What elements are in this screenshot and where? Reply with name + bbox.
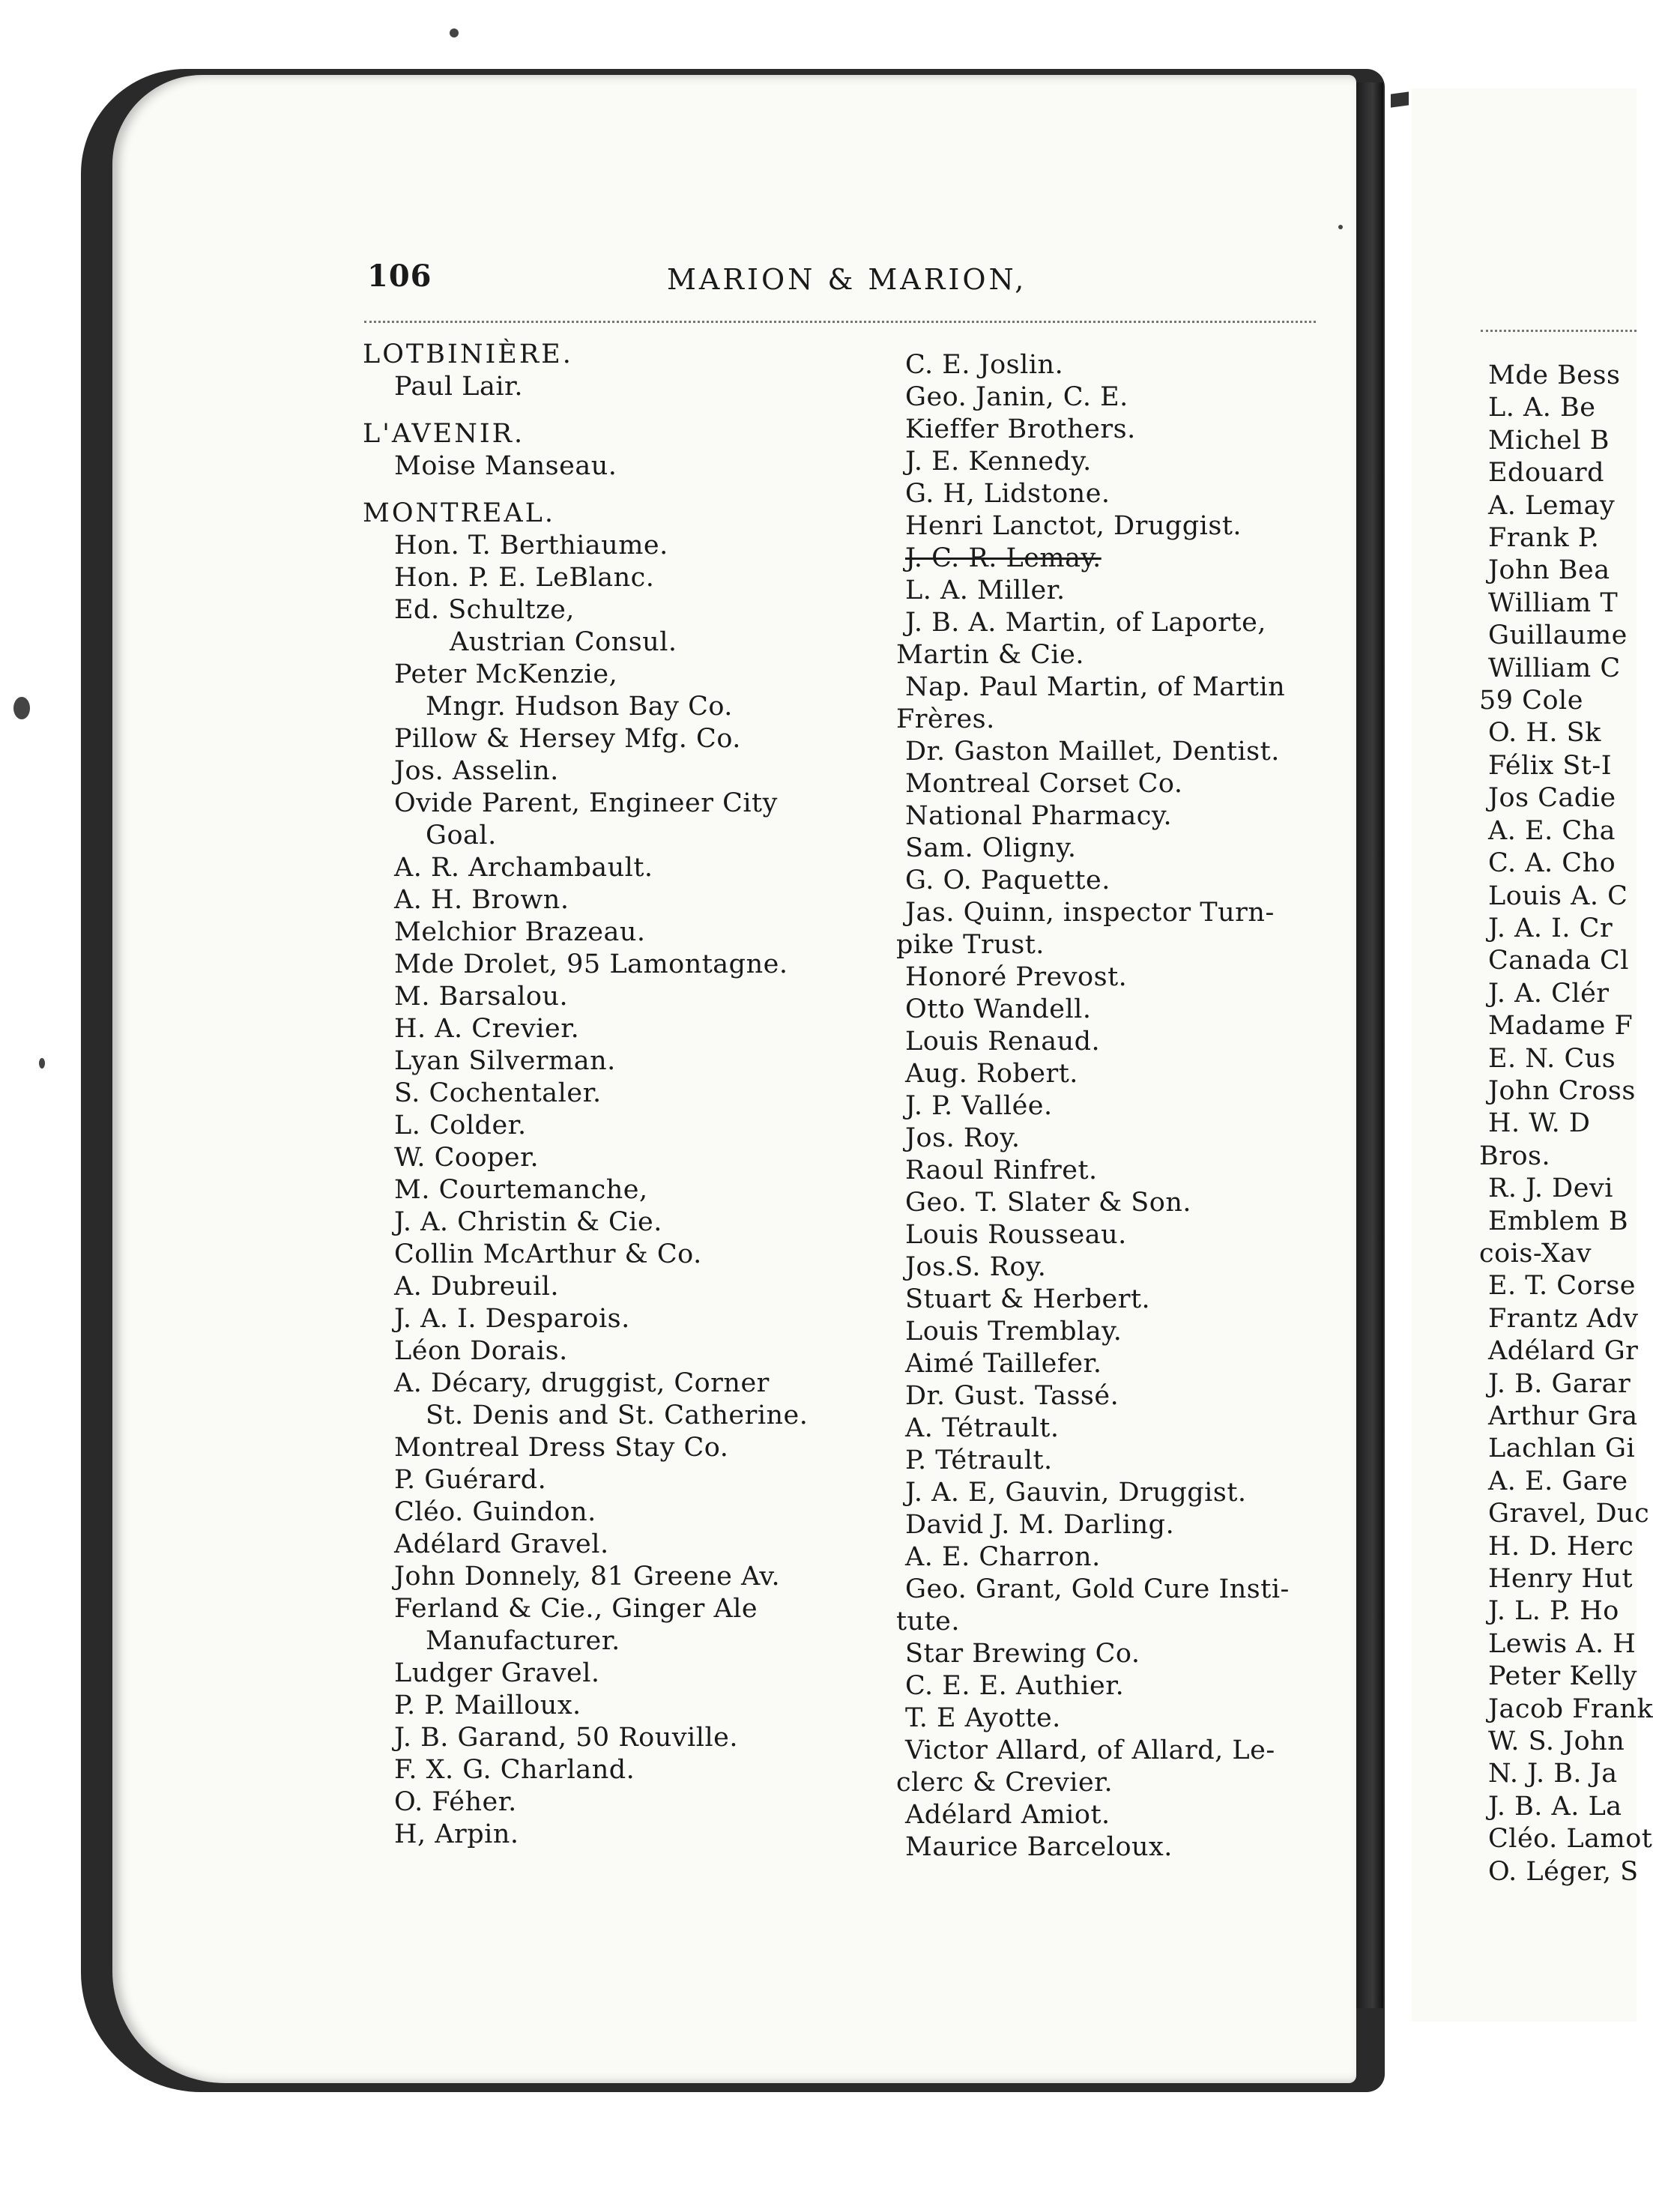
- directory-entry: Aug. Robert.: [905, 1059, 1078, 1089]
- directory-entry: A. Tétrault.: [905, 1413, 1060, 1443]
- header-rule: [364, 321, 1316, 323]
- directory-entry: Victor Allard, of Allard, Le-: [905, 1735, 1275, 1765]
- directory-entry: Bros.: [1479, 1140, 1551, 1171]
- directory-entry: Adélard Amiot.: [905, 1800, 1110, 1830]
- directory-entry: John Donnely, 81 Greene Av.: [394, 1562, 781, 1592]
- directory-entry: Otto Wandell.: [905, 994, 1092, 1024]
- directory-entry: Edouard: [1488, 458, 1605, 489]
- directory-entry: Frank P.: [1488, 523, 1600, 554]
- directory-entry: Austrian Consul.: [450, 627, 677, 657]
- directory-entry: Hon. P. E. LeBlanc.: [394, 563, 655, 593]
- place-heading: L'AVENIR.: [363, 419, 525, 449]
- directory-entry: Mngr. Hudson Bay Co.: [426, 692, 733, 722]
- directory-entry: A. E. Charron.: [905, 1542, 1101, 1572]
- middle-column: [874, 349, 1290, 1864]
- directory-entry: C. A. Cho: [1488, 848, 1616, 879]
- directory-entry: Canada Cl: [1488, 946, 1629, 976]
- directory-entry: Adélard Gravel.: [394, 1529, 609, 1559]
- place-heading: LOTBINIÈRE.: [363, 339, 573, 369]
- right-column-cropped: [1457, 360, 1653, 1888]
- directory-entry: Montreal Dress Stay Co.: [394, 1433, 729, 1463]
- gutter-tab: [1391, 91, 1409, 107]
- directory-entry: Frantz Adv: [1488, 1303, 1639, 1334]
- directory-entry: A. Dubreuil.: [394, 1272, 560, 1302]
- directory-entry: Louis A. C: [1488, 880, 1628, 911]
- directory-entry: N. J. B. Ja: [1488, 1759, 1618, 1789]
- directory-entry: Louis Tremblay.: [905, 1317, 1122, 1347]
- directory-entry: Louis Renaud.: [905, 1027, 1101, 1057]
- directory-entry: 59 Cole: [1479, 686, 1583, 716]
- directory-entry: John Bea: [1488, 555, 1610, 586]
- directory-entry: Ed. Schultze,: [394, 595, 575, 625]
- directory-entry: Mde Bess: [1488, 360, 1621, 390]
- directory-entry: H. D. Herc: [1488, 1531, 1634, 1562]
- directory-entry: J. L. P. Ho: [1488, 1596, 1619, 1627]
- right-page-header-rule: [1481, 330, 1637, 332]
- directory-entry: A. E. Cha: [1488, 815, 1616, 846]
- directory-entry: H. A. Crevier.: [394, 1014, 580, 1044]
- directory-entry: H. W. D: [1488, 1108, 1591, 1139]
- directory-entry: Manufacturer.: [426, 1626, 620, 1656]
- directory-entry: Geo. T. Slater & Son.: [905, 1188, 1191, 1218]
- directory-entry: J. C. R. Lemay.: [905, 543, 1102, 573]
- directory-entry: cois-Xav: [1479, 1238, 1592, 1269]
- directory-entry: Peter Kelly: [1488, 1661, 1637, 1692]
- directory-entry: Hon. T. Berthiaume.: [394, 531, 668, 560]
- directory-entry: Collin McArthur & Co.: [394, 1239, 702, 1269]
- directory-entry: Aimé Taillefer.: [905, 1349, 1102, 1379]
- directory-entry: A. E. Gare: [1488, 1466, 1628, 1496]
- directory-entry: Goal.: [426, 821, 497, 850]
- directory-entry: Guillaume: [1488, 620, 1628, 651]
- directory-entry: J. B. A. La: [1488, 1791, 1622, 1822]
- directory-entry: Emblem B: [1488, 1206, 1629, 1236]
- directory-entry: C. E. Joslin.: [905, 350, 1064, 380]
- directory-entry: clerc & Crevier.: [896, 1768, 1113, 1798]
- directory-entry: A. Lemay: [1488, 490, 1616, 521]
- directory-entry: Jos. Asselin.: [394, 756, 559, 786]
- directory-entry: John Cross: [1488, 1075, 1636, 1106]
- directory-entry: Paul Lair.: [394, 372, 524, 402]
- directory-entry: J. B. Garar: [1488, 1368, 1631, 1399]
- directory-entry: Adélard Gr: [1488, 1336, 1639, 1367]
- directory-entry: Ovide Parent, Engineer City: [394, 788, 778, 818]
- directory-entry: C. E. E. Authier.: [905, 1671, 1125, 1701]
- directory-entry: O. Féher.: [394, 1787, 517, 1817]
- directory-entry: William T: [1488, 587, 1619, 618]
- directory-entry: A. R. Archambault.: [394, 853, 653, 883]
- directory-entry: L. Colder.: [394, 1110, 527, 1140]
- directory-entry: J. A. I. Desparois.: [394, 1304, 630, 1334]
- directory-entry: Jos. Roy.: [905, 1123, 1021, 1153]
- directory-entry: Henri Lanctot, Druggist.: [905, 511, 1242, 541]
- directory-entry: L. A. Be: [1488, 393, 1596, 423]
- directory-entry: F. X. G. Charland.: [394, 1755, 635, 1785]
- directory-entry: A. Décary, druggist, Corner: [394, 1368, 770, 1398]
- directory-entry: J. E. Kennedy.: [905, 447, 1092, 477]
- directory-entry: E. N. Cus: [1488, 1043, 1616, 1074]
- directory-entry: L. A. Miller.: [905, 575, 1066, 605]
- directory-entry: T. E Ayotte.: [905, 1703, 1061, 1733]
- directory-entry: Mde Drolet, 95 Lamontagne.: [394, 949, 788, 979]
- directory-entry: Geo. Janin, C. E.: [905, 382, 1128, 412]
- directory-entry: Nap. Paul Martin, of Martin: [905, 672, 1286, 702]
- directory-entry: J. B. Garand, 50 Rouville.: [394, 1723, 738, 1753]
- directory-entry: G. O. Paquette.: [905, 865, 1110, 895]
- directory-entry: Lachlan Gi: [1488, 1433, 1636, 1464]
- directory-entry: Jos Cadie: [1488, 783, 1616, 814]
- directory-entry: Kieffer Brothers.: [905, 414, 1136, 444]
- directory-entry: J. A. Christin & Cie.: [394, 1207, 662, 1237]
- directory-entry: St. Denis and St. Catherine.: [426, 1400, 809, 1430]
- directory-entry: Jacob Frank: [1488, 1693, 1653, 1724]
- directory-entry: Lyan Silverman.: [394, 1046, 616, 1076]
- directory-entry: Madame F: [1488, 1011, 1634, 1042]
- directory-entry: M. Courtemanche,: [394, 1175, 648, 1205]
- directory-entry: P. Guérard.: [394, 1465, 547, 1495]
- directory-entry: Martin & Cie.: [896, 640, 1084, 670]
- directory-entry: David J. M. Darling.: [905, 1510, 1175, 1540]
- directory-entry: William C: [1488, 653, 1621, 683]
- directory-entry: G. H, Lidstone.: [905, 479, 1110, 509]
- directory-entry: O. H. Sk: [1488, 718, 1601, 749]
- directory-entry: J. A. E, Gauvin, Druggist.: [905, 1478, 1247, 1508]
- directory-entry: P. P. Mailloux.: [394, 1690, 581, 1720]
- directory-entry: Ferland & Cie., Ginger Ale: [394, 1594, 758, 1624]
- directory-entry: J. A. Clér: [1488, 978, 1610, 1009]
- directory-entry: W. Cooper.: [394, 1143, 540, 1173]
- directory-entry: Raoul Rinfret.: [905, 1155, 1098, 1185]
- directory-entry: H, Arpin.: [394, 1819, 519, 1849]
- directory-entry: Michel B: [1488, 425, 1610, 456]
- directory-entry: J. P. Vallée.: [905, 1091, 1053, 1121]
- directory-entry: Cléo. Lamot: [1488, 1824, 1653, 1855]
- page-number: 106: [367, 259, 432, 294]
- directory-entry: Moise Manseau.: [394, 451, 617, 481]
- directory-entry: P. Tétrault.: [905, 1445, 1053, 1475]
- left-column: [363, 339, 808, 1851]
- directory-entry: Honoré Prevost.: [905, 962, 1128, 992]
- directory-entry: Frères.: [896, 704, 995, 734]
- directory-entry: tute.: [896, 1607, 961, 1637]
- directory-entry: Dr. Gaston Maillet, Dentist.: [905, 737, 1280, 767]
- place-heading: MONTREAL.: [363, 498, 556, 528]
- directory-entry: National Pharmacy.: [905, 801, 1173, 831]
- directory-entry: Montreal Corset Co.: [905, 769, 1183, 799]
- directory-entry: Pillow & Hersey Mfg. Co.: [394, 724, 741, 754]
- directory-entry: Peter McKenzie,: [394, 659, 618, 689]
- directory-entry: Lewis A. H: [1488, 1628, 1637, 1659]
- directory-entry: W. S. John: [1488, 1726, 1625, 1757]
- running-head: [0, 259, 1349, 303]
- directory-entry: pike Trust.: [896, 930, 1045, 960]
- scan-speck: [39, 1058, 45, 1069]
- directory-entry: J. B. A. Martin, of Laporte,: [905, 608, 1266, 638]
- directory-entry: Melchior Brazeau.: [394, 917, 646, 947]
- directory-entry: Jos.S. Roy.: [905, 1252, 1047, 1282]
- directory-entry: Félix St-I: [1488, 750, 1613, 781]
- scan-speck: [1338, 225, 1343, 229]
- directory-entry: Cléo. Guindon.: [394, 1497, 596, 1527]
- directory-entry: Arthur Gra: [1488, 1401, 1638, 1431]
- directory-entry: Louis Rousseau.: [905, 1220, 1127, 1250]
- page-title: MARION & MARION,: [667, 263, 1027, 296]
- directory-entry: Star Brewing Co.: [905, 1639, 1140, 1669]
- book-gutter: [1356, 82, 1383, 2008]
- directory-entry: Maurice Barceloux.: [905, 1832, 1173, 1862]
- directory-entry: Ludger Gravel.: [394, 1658, 600, 1688]
- directory-entry: R. J. Devi: [1488, 1173, 1613, 1204]
- directory-entry: Henry Hut: [1488, 1564, 1634, 1595]
- directory-entry: Stuart & Herbert.: [905, 1284, 1151, 1314]
- directory-entry: Sam. Oligny.: [905, 833, 1077, 863]
- scan-speck: [13, 697, 30, 719]
- directory-entry: E. T. Corse: [1488, 1271, 1637, 1302]
- directory-entry: J. A. I. Cr: [1488, 913, 1613, 943]
- directory-entry: Léon Dorais.: [394, 1336, 568, 1366]
- directory-entry: Jas. Quinn, inspector Turn-: [905, 898, 1275, 928]
- directory-entry: S. Cochentaler.: [394, 1078, 602, 1108]
- directory-entry: A. H. Brown.: [394, 885, 569, 915]
- directory-entry: M. Barsalou.: [394, 982, 569, 1012]
- scan-speck: [450, 28, 459, 37]
- directory-entry: O. Léger, S: [1488, 1856, 1639, 1887]
- directory-entry: Geo. Grant, Gold Cure Insti-: [905, 1574, 1290, 1604]
- directory-entry: Dr. Gust. Tassé.: [905, 1381, 1119, 1411]
- directory-entry: Gravel, Duc: [1488, 1499, 1650, 1529]
